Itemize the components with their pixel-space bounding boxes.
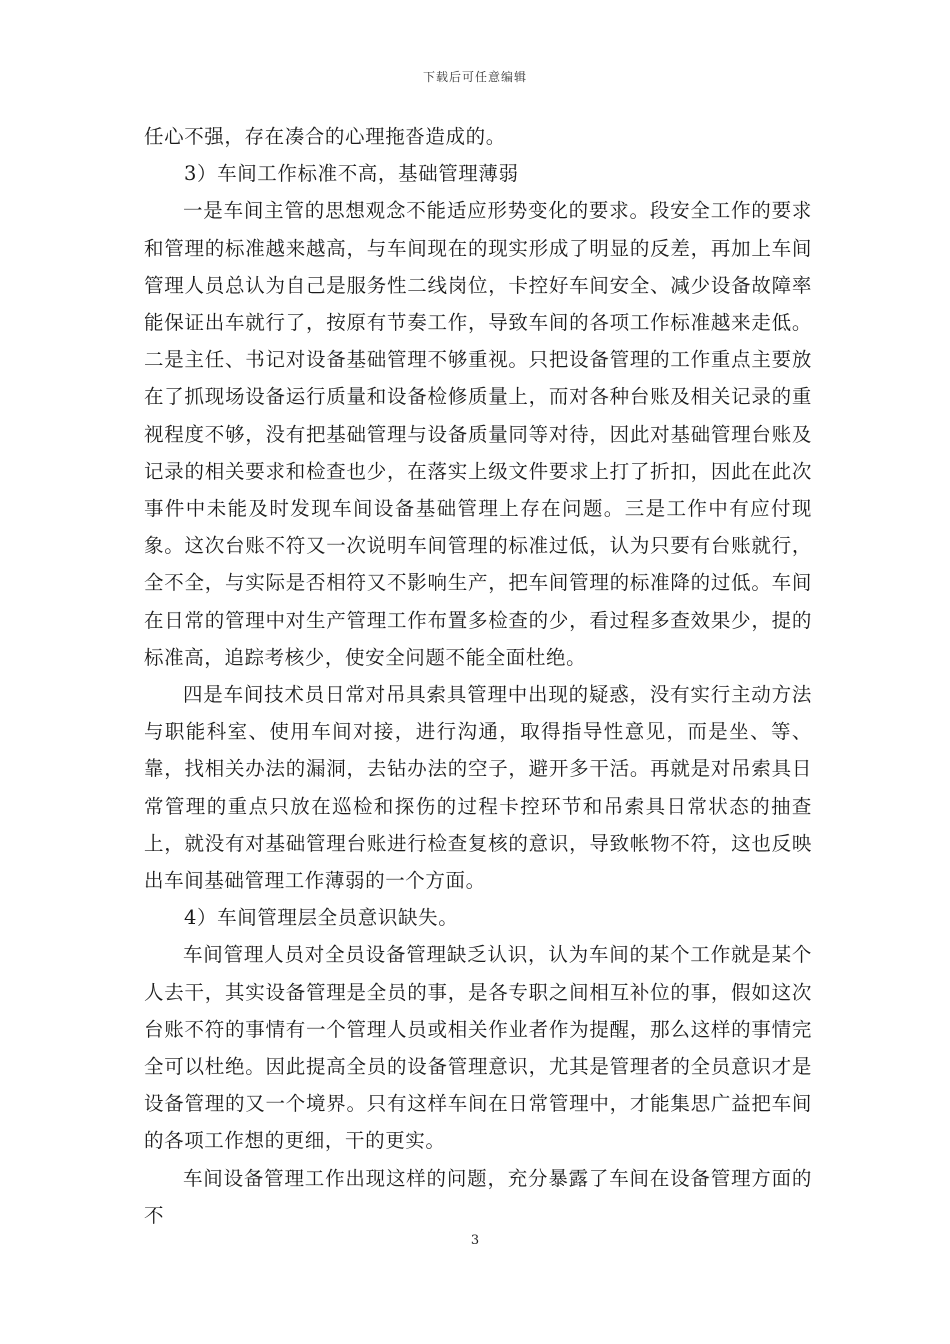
document-body: [144, 118, 812, 1234]
paragraph-continuation: 任心不强，存在凑合的心理拖沓造成的。: [144, 125, 506, 148]
page-number: 3: [470, 1233, 480, 1248]
paragraph-body: 车间管理人员对全员设备管理缺乏认识，认为车间的某个工作就是某个人去干，其实设备管理是全员的事，是各专职之间相互补位的事，假如这次台账不符的事情有一个管理人员或相关作业者作为提醒，那么这样的事情完全可以杜绝。因此提高全员的设备管理意识，尤其是管理者的全员意识才是设备管理的又一个境界。只有这样车间在日常管理中，才能集思广益把车间的各项工作想的更细，干的更实。: [144, 943, 812, 1153]
section-heading-3: 3）车间工作标准不高，基础管理薄弱: [184, 162, 519, 186]
page-header: 下载后可任意编辑: [422, 70, 527, 84]
paragraph-body: 四是车间技术员日常对吊具索具管理中出现的疑惑，没有实行主动方法与职能科室、使用车间对接，进行沟通，取得指导性意见，而是坐、等、靠，找相关办法的漏洞，去钻办法的空子，避开多干活。再就是对吊索具日常管理的重点只放在巡检和探伤的过程卡控环节和吊索具日常状态的抽查上，就没有对基础管理台账进行检查复核的意识，导致帐物不符，这也反映出车间基础管理工作薄弱的一个方面。: [144, 683, 812, 893]
paragraph-body: 车间设备管理工作出现这样的问题，充分暴露了车间在设备管理方面的不: [144, 1166, 812, 1227]
section-heading-4: 4）车间管理层全员意识缺失。: [184, 906, 459, 930]
paragraph-body: 一是车间主管的思想观念不能适应形势变化的要求。段安全工作的要求和管理的标准越来越高，与车间现在的现实形成了明显的反差，再加上车间管理人员总认为自己是服务性二线岗位，卡控好车间安全、减少设备故障率能保证出车就行了，按原有节奏工作，导致车间的各项工作标准越来走低。二是主任、书记对设备基础管理不够重视。只把设备管理的工作重点主要放在了抓现场设备运行质量和设备检修质量上，而对各种台账及相关记录的重视程度不够，没有把基础管理与设备质量同等对待，因此对基础管理台账及记录的相关要求和检查也少，在落实上级文件要求上打了折扣，因此在此次事件中未能及时发现车间设备基础管理上存在问题。三是工作中有应付现象。这次台账不符又一次说明车间管理的标准过低，认为只要有台账就行，全不全，与实际是否相符又不影响生产，把车间管理的标准降的过低。车间在日常的管理中对生产管理工作布置多检查的少，看过程多查效果少，提的标准高，追踪考核少，使安全问题不能全面杜绝。: [144, 199, 812, 669]
